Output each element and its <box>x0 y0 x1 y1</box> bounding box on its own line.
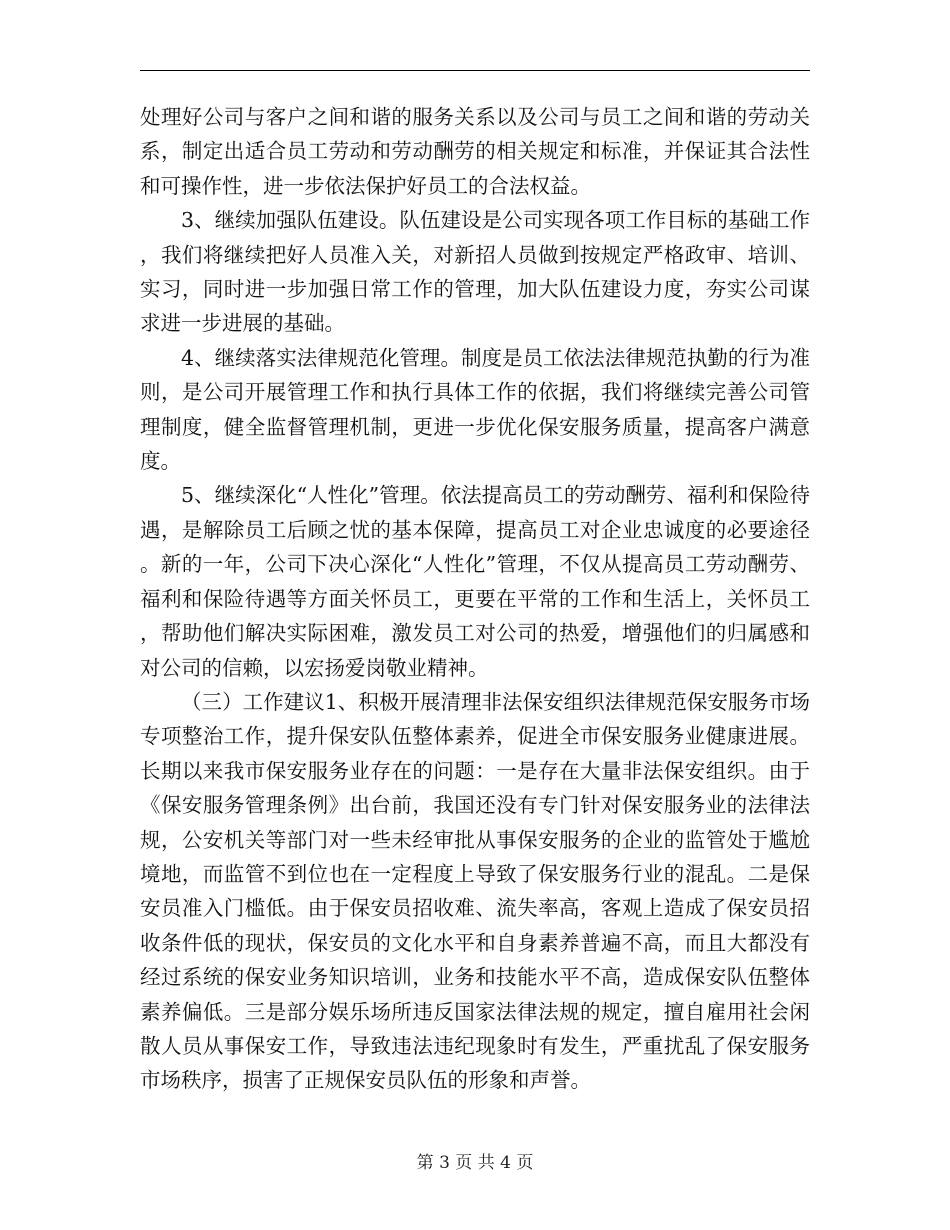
paragraph-item-4: 4、继续落实法律规范化管理。制度是员工依法法律规范执勤的行为准则，是公司开展管理工作和执行具体工作的依据，我们将继续完善公司管理制度，健全监督管理机制，更进一步优化保安服务质量，提高客户满意度。 <box>140 345 810 474</box>
paragraph-continuation: 处理好公司与客户之间和谐的服务关系以及公司与员工之间和谐的劳动关系，制定出适合员工劳动和劳动酬劳的相关规定和标准，并保证其合法性和可操作性，进一步依法保护好员工的合法权益。 <box>140 105 810 198</box>
document-body <box>140 100 810 1098</box>
page-number-footer: 第 3 页 共 4 页 <box>416 1153 534 1173</box>
paragraph-work-suggestions: （三）工作建议1、积极开展清理非法保安组织法律规范保安服务市场专项整治工作，提升保安队伍整体素养，促进全市保安服务业健康进展。长期以来我市保安服务业存在的问题：一是存在大量非法保安组织。由于《保安服务管理条例》出台前，我国还没有专门针对保安服务业的法律法规，公安机关等部门对一些未经审批从事保安服务的企业的监管处于尴尬境地，而监管不到位也在一定程度上导致了保安服务行业的混乱。二是保安员准入门槛低。由于保安员招收难、流失率高，客观上造成了保安员招收条件低的现状，保安员的文化水平和自身素养普遍不高，而且大都没有经过系统的保安业务知识培训，业务和技能水平不高，造成保安队伍整体素养偏低。三是部分娱乐场所违反国家法律法规的规定，擅自雇用社会闲散人员从事保安工作，导致违法违纪现象时有发生，严重扰乱了保安服务市场秩序，损害了正规保安员队伍的形象和声誉。 <box>140 689 810 1093</box>
header-rule <box>140 70 810 71</box>
paragraph-item-5: 5、继续深化“人性化”管理。依法提高员工的劳动酬劳、福利和保险待遇，是解除员工后顾之忧的基本保障，提高员工对企业忠诚度的必要途径。新的一年，公司下决心深化“人性化”管理，不仅从提高员工劳动酬劳、福利和保险待遇等方面关怀员工，更要在平常的工作和生活上，关怀员工，帮助他们解决实际困难，激发员工对公司的热爱，增强他们的归属感和对公司的信赖，以宏扬爱岗敬业精神。 <box>140 483 810 680</box>
paragraph-item-3: 3、继续加强队伍建设。队伍建设是公司实现各项工作目标的基础工作，我们将继续把好人员准入关，对新招人员做到按规定严格政审、培训、实习，同时进一步加强日常工作的管理，加大队伍建设力度，夯实公司谋求进一步进展的基础。 <box>140 208 810 336</box>
